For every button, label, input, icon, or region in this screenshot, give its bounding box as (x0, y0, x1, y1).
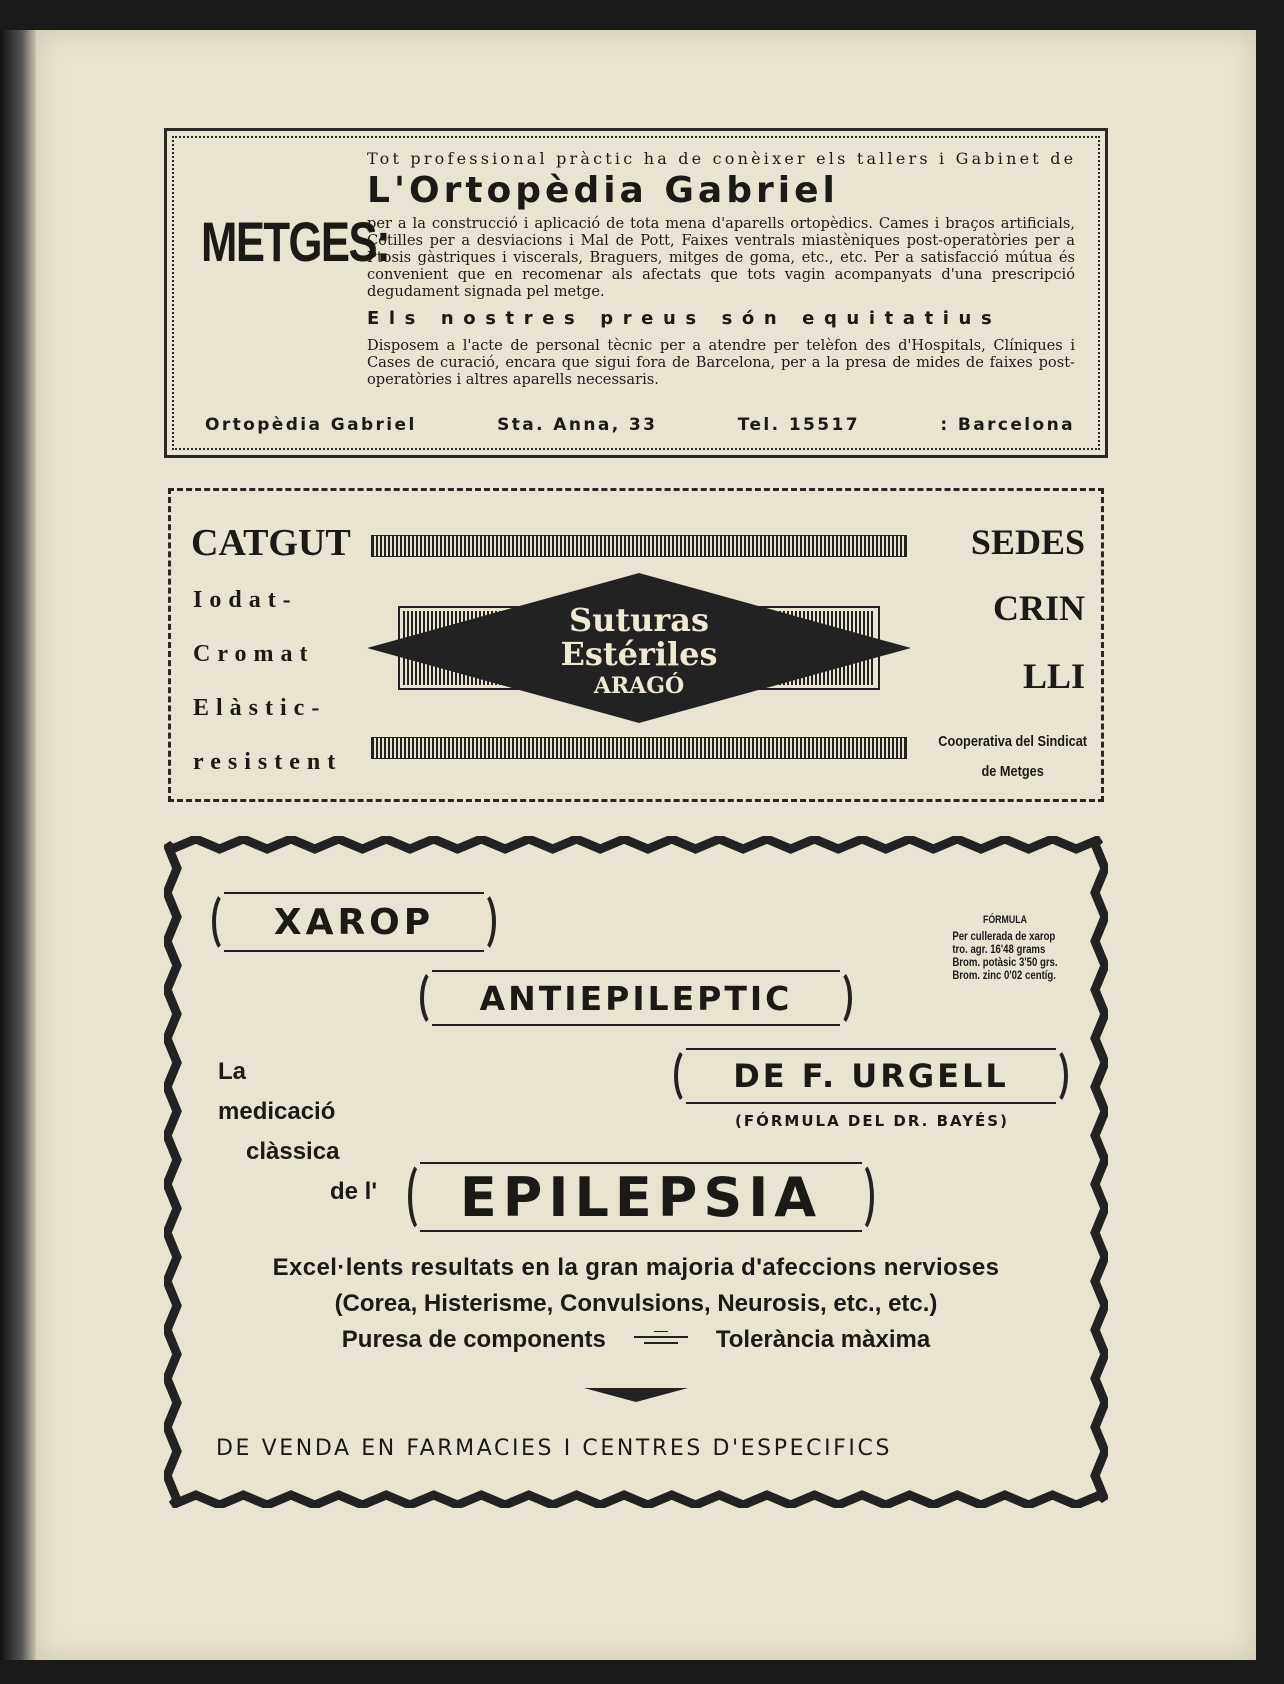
ad1-footer-city: : Barcelona (940, 415, 1075, 435)
arrow-ornament-icon (584, 1386, 688, 1404)
cooperative-line-2: de Metges (981, 763, 1044, 780)
purity-line (164, 1326, 1108, 1354)
logo-line-3: ARAGÓ (593, 673, 685, 699)
equals-divider-icon (634, 1331, 688, 1349)
catgut-line-1: Iodat- (193, 587, 298, 613)
formula-title: FÓRMULA (983, 914, 1028, 926)
urgell-title: DE F. URGELL (686, 1048, 1056, 1104)
ad1-footer (205, 415, 1075, 435)
catgut-line-4: resistent (193, 749, 343, 775)
ad1-description-2: Disposem a l'acte de personal tècnic per a atendre per telèfon des d'Hospitals, Clíniques i Cases de curació, encara que sigui fora de Barcelona, per a la presa de mides de faixes post-operatòries i altres aparells necessaris. (367, 337, 1075, 388)
xarop-antiepileptic-ad (164, 836, 1108, 1508)
formula-box (953, 914, 1058, 982)
logo-line-2: Estériles (560, 635, 718, 673)
side-line-3: clàssica (246, 1138, 340, 1165)
formula-line-4: Brom. zinc 0'02 centíg. (952, 968, 1057, 982)
xarop-title: XAROP (224, 892, 484, 952)
formula-line-2: tro. agr. 16'48 grams (952, 942, 1046, 956)
suturas-arago-ad (168, 488, 1104, 802)
crin-label: CRIN (992, 588, 1085, 628)
ad1-footer-phone: Tel. 15517 (737, 415, 860, 435)
side-line-1: La (218, 1058, 247, 1085)
cooperative-label (938, 727, 1087, 787)
suturas-esteriles-logo (367, 573, 911, 723)
logo-line-1: Suturas (568, 601, 710, 639)
ad1-intro: Tot professional pràctic ha de conèixer els tallers i Gabinet de (367, 149, 1077, 168)
ad1-prices: Els nostres preus són equitatius (367, 308, 1002, 329)
formula-line-3: Brom. potàsic 3'50 grs. (952, 955, 1058, 969)
purity-right: Tolerància màxima (715, 1326, 931, 1353)
lli-label: LLI (1022, 656, 1085, 696)
sales-line: DE VENDA EN FARMACIES I CENTRES D'ESPECIFICS (216, 1436, 893, 1461)
catgut-heading: CATGUT (191, 522, 351, 564)
catgut-line-3: Elàstic- (193, 695, 327, 721)
antiepileptic-title: ANTIEPILEPTIC (432, 970, 840, 1026)
ad1-footer-name: Ortopèdia Gabriel (205, 415, 417, 435)
side-line-2: medicació (218, 1098, 336, 1125)
ad1-footer-address: Sta. Anna, 33 (497, 415, 658, 435)
bottom-hatched-bar (371, 737, 907, 759)
ad1-text-column (367, 149, 1075, 388)
cooperative-line-1: Cooperativa del Sindicat (938, 733, 1087, 750)
formula-line-1: Per cullerada de xarop (952, 929, 1056, 943)
catgut-line-2: Cromat (193, 641, 315, 667)
afflictions-line: (Corea, Histerisme, Convulsions, Neurosis, etc., etc.) (334, 1290, 938, 1317)
top-hatched-bar (371, 535, 907, 557)
side-line-4: de l' (330, 1178, 378, 1205)
ad1-description: per a la construcció i aplicació de tota mena d'aparells ortopèdics. Cames i braços artificials, Cotilles per a desviacions i Mal de Pott, Faixes ventrals miastèniques post-operatòries per a Ptosis gàstriques i viscerals, Braguers, mitges de goma, etc., etc. Per a satisfacció mútua és convenient que en recomenar als afectats que tots vagin acompanyats d'una prescripció degudament signada pel metge. (367, 215, 1075, 300)
sedes-label: SEDES (970, 522, 1085, 562)
binding-shadow (0, 30, 36, 1660)
results-line: Excel·lents resultats en la gran majoria d'afeccions nervioses (272, 1254, 1000, 1281)
ortopedia-gabriel-ad (164, 128, 1108, 458)
epilepsia-title: EPILEPSIA (420, 1162, 862, 1232)
ad1-firm-name: L'Ortopèdia Gabriel (367, 170, 839, 211)
purity-left: Puresa de components (341, 1326, 606, 1353)
formula-note: (FÓRMULA DEL DR. BAYÉS) (735, 1112, 1009, 1130)
metges-badge: METGES: (201, 210, 390, 273)
